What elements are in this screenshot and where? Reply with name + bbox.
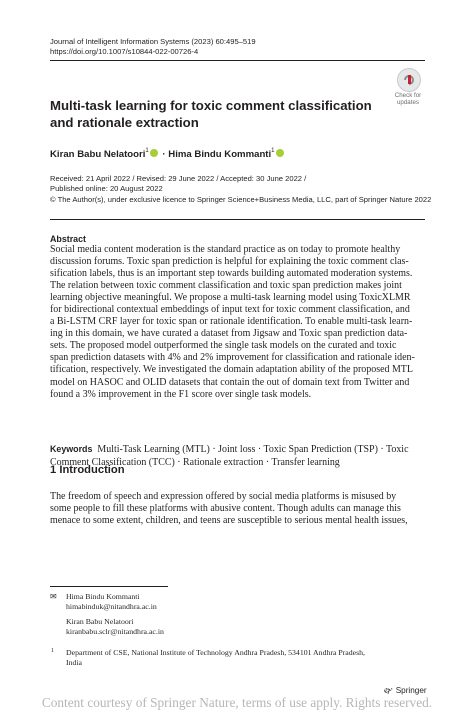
abstract-line: a Bi-LSTM CRF layer for toxic span or rationale identification. To enable multi-task learn- xyxy=(50,316,413,328)
abstract-line: span prediction datasets with 4% and 2% improvement for classification and rationale iden- xyxy=(50,352,415,364)
abstract-line: tification, respectively. We investigated the domain adaptation ability of the proposed MTL xyxy=(50,364,413,376)
abstract-line: found a 3% improvement in the F1 score over single task models. xyxy=(50,388,312,400)
keywords-line: Comment Classification (TCC) · Rationale extraction · Transfer learning xyxy=(50,456,340,468)
affiliation-mark: 1 xyxy=(145,148,149,154)
intro-line: The freedom of speech and expression offered by social media platforms is misused by xyxy=(50,491,397,502)
dates-line: Published online: 20 August 2022 xyxy=(50,184,163,194)
paper-title xyxy=(50,97,380,131)
publication-history xyxy=(50,174,431,205)
contact-name: Hima Bindu Kommanti xyxy=(66,592,140,601)
journal-citation: Journal of Intelligent Information Systems (2023) 60:495–519 xyxy=(50,37,256,46)
corresponding-author-block xyxy=(50,592,425,636)
springer-horse-icon: 🙰 xyxy=(383,686,394,695)
keywords-label: Keywords xyxy=(50,444,93,454)
abstract-line: The relation between toxic comment classification and toxic span prediction makes joint xyxy=(50,280,402,292)
author-name[interactable]: Kiran Babu Nelatoori xyxy=(50,149,146,160)
badge-line2: updates xyxy=(396,99,420,106)
author-name[interactable]: Hima Bindu Kommanti xyxy=(168,149,272,160)
contact-email[interactable]: himabinduk@nitandhra.ac.in xyxy=(66,602,157,611)
intro-line: some people to fill these platforms with abusive content. Though adults can manage this xyxy=(50,503,401,515)
contact-name: Kiran Babu Nelatoori xyxy=(66,617,134,626)
keywords-line: Multi-Task Learning (MTL) · Joint loss · Toxic Span Prediction (TSP) · Toxic xyxy=(97,444,409,455)
affiliation-number: 1 xyxy=(51,648,54,654)
affiliation-footnote xyxy=(50,646,425,670)
author-list xyxy=(50,149,286,160)
journal-doi-link[interactable]: https://doi.org/10.1007/s10844-022-00726-4 xyxy=(50,47,199,56)
contact-email[interactable]: kiranbabu.sclr@nitandhra.ac.in xyxy=(66,627,164,636)
abstract-line: ing in this domain, we have curated a dataset from Jigsaw and Toxic span prediction data- xyxy=(50,328,408,340)
author-separator: · xyxy=(159,149,169,160)
abstract-line: Social media content moderation is the standard practice as on today to promote healthy xyxy=(50,244,401,255)
publisher-name: Springer xyxy=(395,686,427,695)
abstract-body xyxy=(50,244,425,401)
introduction-body xyxy=(50,491,425,527)
update-check-icon xyxy=(397,68,421,92)
abstract-line: for bidirectional contextual embeddings of input text for toxic comment classification, and xyxy=(50,304,410,316)
journal-header xyxy=(50,37,256,57)
dates-line: Received: 21 April 2022 / Revised: 29 June 2022 / Accepted: 30 June 2022 / xyxy=(50,174,307,183)
abstract-line: sets. The proposed model outperformed the single task models on the curated and toxic xyxy=(50,340,397,352)
abstract-rule xyxy=(50,219,425,220)
title-line2: and rationale extraction xyxy=(50,115,199,130)
affiliation-line: Department of CSE, National Institute of Technology Andhra Pradesh, 534101 Andhra Pradesh, xyxy=(66,648,366,657)
abstract-line: discussion forums. Toxic span prediction is helpful for explaining the toxic comment clas- xyxy=(50,256,409,268)
abstract-line: sification labels, thus is an important step towards building automated moderation systems. xyxy=(50,268,413,280)
copyright-line: © The Author(s), under exclusive licence to Springer Science+Business Media, LLC, part of Springer Nature 2022 xyxy=(50,194,432,204)
courtesy-watermark: Content courtesy of Springer Nature, terms of use apply. Rights reserved. xyxy=(41,695,433,710)
header-rule xyxy=(50,60,425,61)
check-for-updates-badge[interactable] xyxy=(392,68,424,108)
orcid-icon[interactable] xyxy=(150,149,158,157)
intro-line: menace to some extent, children, and teens are susceptible to serious mental health issues, xyxy=(50,515,408,527)
title-line1: Multi-task learning for toxic comment classification xyxy=(50,98,372,113)
affiliation-line: India xyxy=(66,658,83,667)
abstract-line: learning objective meaningful. We propose a multi-task learning model using ToxicXLMR xyxy=(50,292,411,304)
footnote-rule xyxy=(50,586,168,587)
section-heading-introduction: 1 Introduction xyxy=(50,464,125,476)
orcid-icon[interactable] xyxy=(276,149,284,157)
affiliation-mark: 1 xyxy=(271,148,275,154)
abstract-heading: Abstract xyxy=(50,234,87,244)
badge-line1: Check for xyxy=(394,92,422,99)
abstract-line: model on HASOC and OLID datasets that contain the out of domain text from Twitter and xyxy=(50,376,410,388)
envelope-icon: ✉ xyxy=(50,592,57,601)
